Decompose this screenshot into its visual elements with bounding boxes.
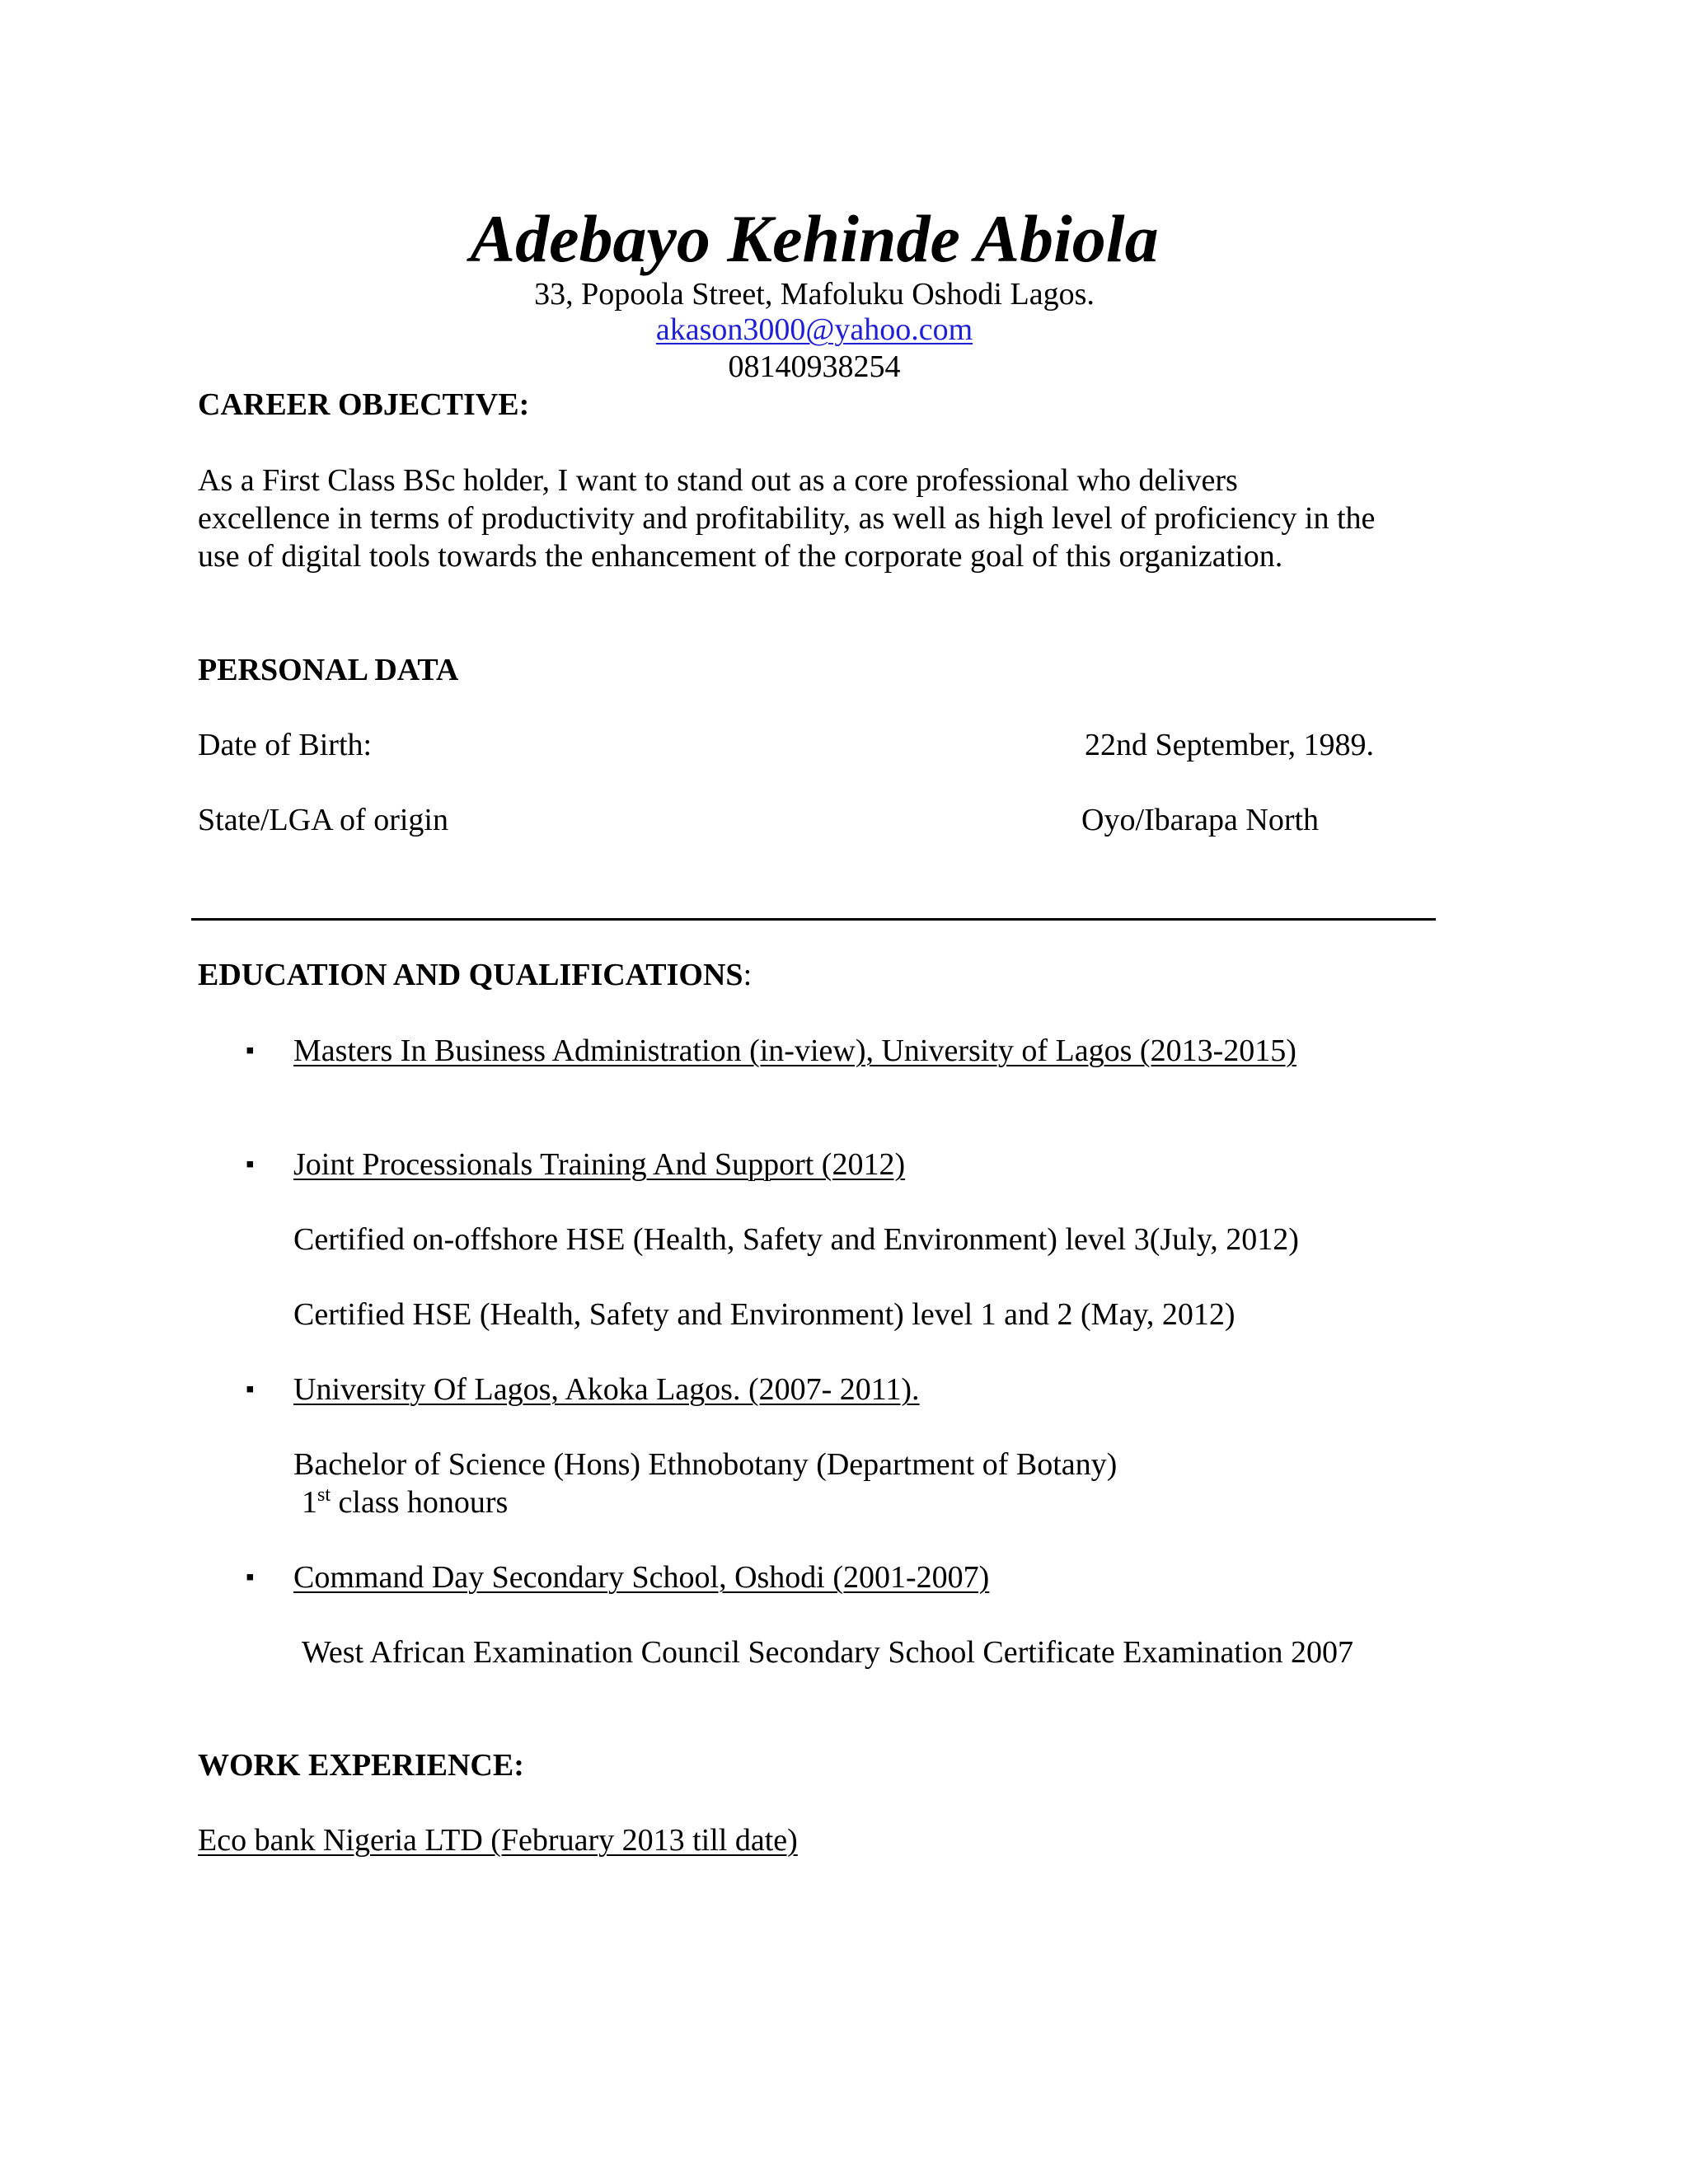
bullet-icon: ▪ bbox=[246, 1563, 255, 1591]
education-item-title: Joint Processionals Training And Support (2012) bbox=[293, 1147, 906, 1182]
address: 33, Popoola Street, Mafoluku Oshodi Lagos. bbox=[534, 277, 1095, 312]
education-heading-colon: : bbox=[743, 958, 753, 992]
education-heading bbox=[198, 956, 752, 994]
education-item-detail: Certified on-offshore HSE (Health, Safety and Environment) level 3(July, 2012) bbox=[293, 1222, 1299, 1257]
education-item-detail: Certified HSE (Health, Safety and Environment) level 1 and 2 (May, 2012) bbox=[293, 1297, 1236, 1332]
email-line bbox=[0, 311, 1629, 349]
dob-value: 22nd September, 1989. bbox=[1085, 728, 1374, 762]
career-line: As a First Class BSc holder, I want to stand out as a core professional who delivers bbox=[198, 463, 1238, 498]
honours-sup: st bbox=[317, 1484, 331, 1506]
honours-text: class honours bbox=[331, 1485, 509, 1520]
education-heading-text: EDUCATION AND QUALIFICATIONS bbox=[198, 958, 743, 992]
education-item-title: University Of Lagos, Akoka Lagos. (2007- 2011). bbox=[293, 1372, 920, 1407]
candidate-name: Adebayo Kehinde Abiola bbox=[470, 201, 1159, 276]
honours-num: 1 bbox=[302, 1485, 317, 1520]
career-objective-heading: CAREER OBJECTIVE: bbox=[198, 387, 530, 422]
bullet-icon: ▪ bbox=[246, 1151, 255, 1178]
dob-label: Date of Birth: bbox=[198, 728, 373, 762]
career-line: use of digital tools towards the enhancement of the corporate goal of this organization. bbox=[198, 539, 1283, 574]
work-experience-heading: WORK EXPERIENCE: bbox=[198, 1748, 524, 1783]
bullet-icon: ▪ bbox=[246, 1376, 255, 1403]
origin-value: Oyo/Ibarapa North bbox=[1081, 803, 1320, 837]
section-divider bbox=[191, 918, 1436, 921]
honours-line bbox=[302, 1483, 508, 1521]
bullet-icon: ▪ bbox=[246, 1037, 255, 1064]
email-link[interactable]: akason3000@yahoo.com bbox=[655, 312, 973, 347]
education-item-title: Masters In Business Administration (in-view), University of Lagos (2013-2015) bbox=[293, 1033, 1296, 1068]
career-line: excellence in terms of productivity and profitability, as well as high level of proficiency in the bbox=[198, 501, 1376, 536]
phone: 08140938254 bbox=[728, 349, 901, 384]
career-objective-text bbox=[198, 462, 1451, 575]
education-item-detail: Bachelor of Science (Hons) Ethnobotany (Department of Botany) bbox=[293, 1447, 1118, 1482]
education-item-title: Command Day Secondary School, Oshodi (2001-2007) bbox=[293, 1560, 990, 1595]
education-item-detail: West African Examination Council Secondary School Certificate Examination 2007 bbox=[302, 1635, 1353, 1670]
origin-label: State/LGA of origin bbox=[198, 803, 448, 837]
work-entry-title: Eco bank Nigeria LTD (February 2013 till date) bbox=[198, 1823, 798, 1858]
personal-data-heading: PERSONAL DATA bbox=[198, 653, 459, 687]
